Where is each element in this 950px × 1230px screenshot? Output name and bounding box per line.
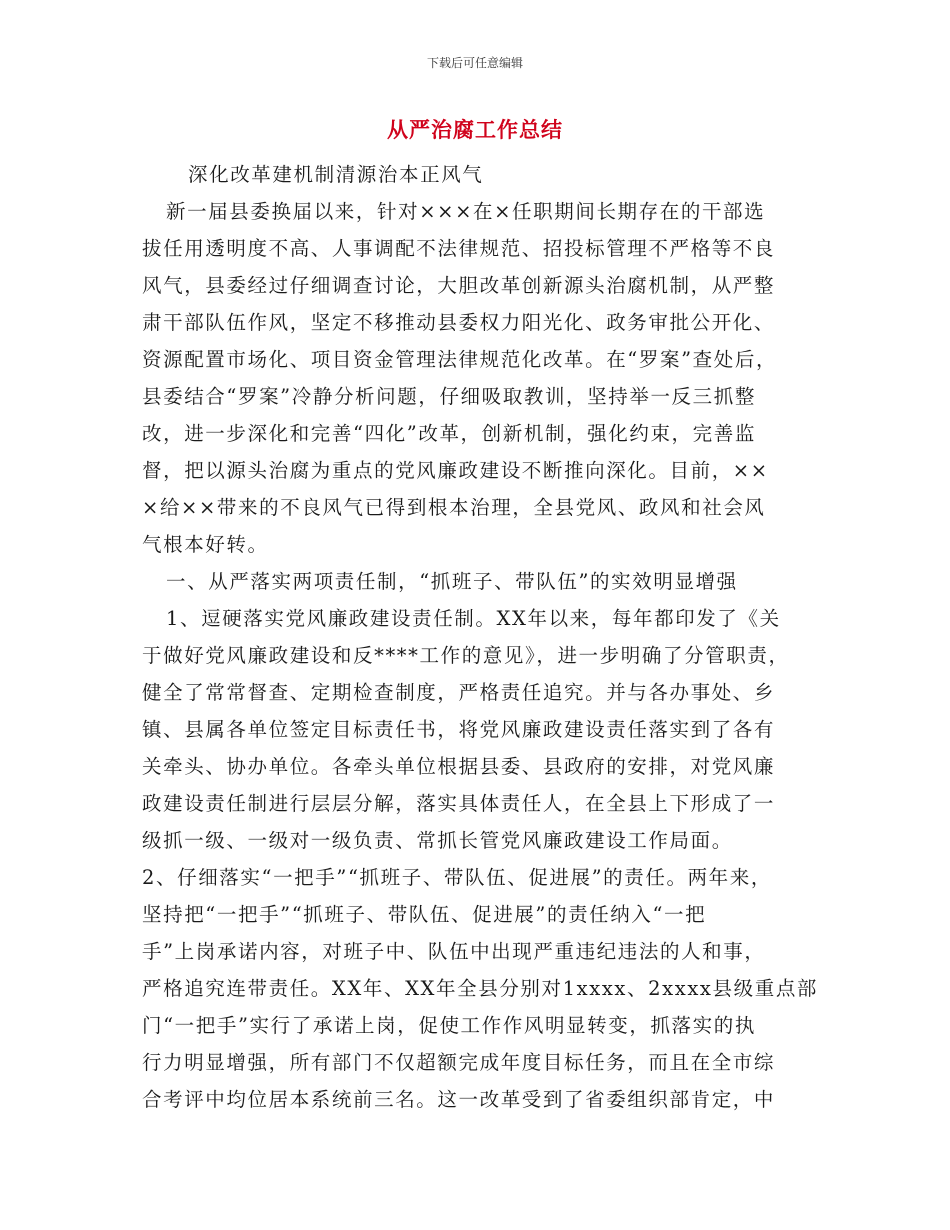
document-title: 从严治腐工作总结 bbox=[387, 118, 563, 142]
paragraph-line: 合考评中均位居本系统前三名。这一改革受到了省委组织部肯定，中 bbox=[142, 1088, 776, 1111]
paragraph-line: 严格追究连带责任。XX年、XX年全县分别对1xxxx、2xxxx县级重点部 bbox=[142, 977, 819, 1000]
paragraph-line: 肃干部队伍作风，坚定不移推动县委权力阳光化、政务审批公开化、 bbox=[142, 311, 776, 334]
paragraph-line: 镇、县属各单位签定目标责任书，将党风廉政建设责任落实到了各有 bbox=[142, 718, 776, 741]
paragraph-line: 手”上岗承诺内容，对班子中、队伍中出现严重违纪违法的人和事， bbox=[142, 940, 766, 963]
page-header-note: 下载后可任意编辑 bbox=[426, 56, 523, 70]
paragraph-line: 资源配置市场化、项目资金管理法律规范化改革。在“罗案”查处后， bbox=[142, 348, 778, 371]
paragraph-line: 县委结合“罗案”冷静分析问题，仔细吸取教训，坚持举一反三抓整 bbox=[142, 385, 756, 408]
paragraph-line: 于做好党风廉政建设和反****工作的意见》，进一步明确了分管职责， bbox=[142, 644, 790, 667]
paragraph-line: 行力明显增强，所有部门不仅超额完成年度目标任务，而且在全市综 bbox=[142, 1051, 776, 1074]
paragraph-line: 督，把以源头治腐为重点的党风廉政建设不断推向深化。目前，×× bbox=[142, 459, 769, 482]
paragraph-line: 2、仔细落实“一把手”“抓班子、带队伍、促进展”的责任。两年来， bbox=[142, 866, 772, 889]
paragraph-line: 改，进一步深化和完善“四化”改革，创新机制，强化约束，完善监 bbox=[142, 422, 756, 445]
paragraph-line: 门“一把手”实行了承诺上岗，促使工作作风明显转变，抓落实的执 bbox=[142, 1014, 756, 1037]
paragraph-line: 拔任用透明度不高、人事调配不法律规范、招投标管理不严格等不良 bbox=[142, 237, 776, 260]
paragraph-line: 政建设责任制进行层层分解，落实具体责任人，在全县上下形成了一 bbox=[142, 792, 776, 815]
paragraph-line: 气根本好转。 bbox=[142, 533, 269, 556]
paragraph-line: 关牵头、协办单位。各牵头单位根据县委、县政府的安排，对党风廉 bbox=[142, 755, 776, 778]
paragraph-line: 坚持把“一把手”“抓班子、带队伍、促进展”的责任纳入“一把 bbox=[142, 903, 707, 926]
paragraph-line: 1、逗硬落实党风廉政建设责任制。XX年以来，每年都印发了《关 bbox=[166, 607, 781, 630]
paragraph-line: 级抓一级、一级对一级负责、常抓长管党风廉政建设工作局面。 bbox=[142, 829, 733, 852]
paragraph-line: 新一届县委换届以来，针对×××在×任职期间长期存在的干部选 bbox=[166, 200, 766, 223]
paragraph-line: 健全了常常督查、定期检查制度，严格责任追究。并与各办事处、乡 bbox=[142, 681, 776, 704]
section-heading: 一、从严落实两项责任制，“抓班子、带队伍”的实效明显增强 bbox=[166, 570, 738, 593]
paragraph-line: 风气，县委经过仔细调查讨论，大胆改革创新源头治腐机制，从严整 bbox=[142, 274, 776, 297]
subtitle-line: 深化改革建机制清源治本正风气 bbox=[188, 163, 484, 186]
paragraph-line: ×给××带来的不良风气已得到根本治理，全县党风、政风和社会风 bbox=[142, 496, 766, 519]
